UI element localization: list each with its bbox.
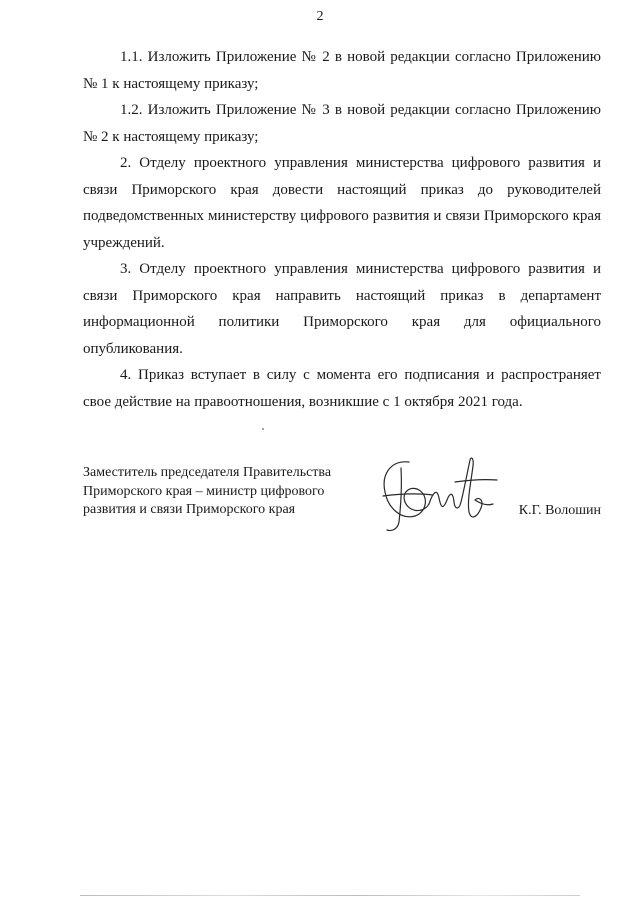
handwritten-signature (371, 452, 501, 542)
paragraph-3: 3. Отделу проектного управления министерства цифрового развития и связи Приморского края направить настоящий приказ в департамент информационной политики Приморского края для официального опубликования. (83, 261, 601, 357)
page-number: 2 (316, 9, 324, 24)
paragraph-1-2: 1.2. Изложить Приложение № 3 в новой редакции согласно Приложению № 2 к настоящему приказу; (83, 102, 601, 145)
paragraph-4: 4. Приказ вступает в силу с момента его подписания и распространяет свое действие на правоотношения, возникшие с 1 октября 2021 года. (83, 367, 601, 410)
signatory-name: К.Г. Волошин (518, 503, 601, 518)
paragraph-2: 2. Отделу проектного управления министерства цифрового развития и связи Приморского края довести настоящий приказ до руководителей подведомственных министерству цифрового развития и связи Приморского края учреждений. (83, 155, 601, 251)
signature-block (83, 464, 601, 544)
signatory-title-line: Заместитель председателя Правительства (83, 465, 332, 480)
signatory-title-line: развития и связи Приморского края (83, 502, 296, 517)
signatory-title-line: Приморского края – министр цифрового (83, 483, 325, 499)
scan-speck (262, 428, 264, 430)
document-body (83, 44, 601, 415)
signatory-title (83, 464, 373, 520)
scan-edge-line (80, 895, 580, 896)
paragraph-1-1: 1.1. Изложить Приложение № 2 в новой редакции согласно Приложению № 1 к настоящему приказу; (83, 49, 601, 92)
